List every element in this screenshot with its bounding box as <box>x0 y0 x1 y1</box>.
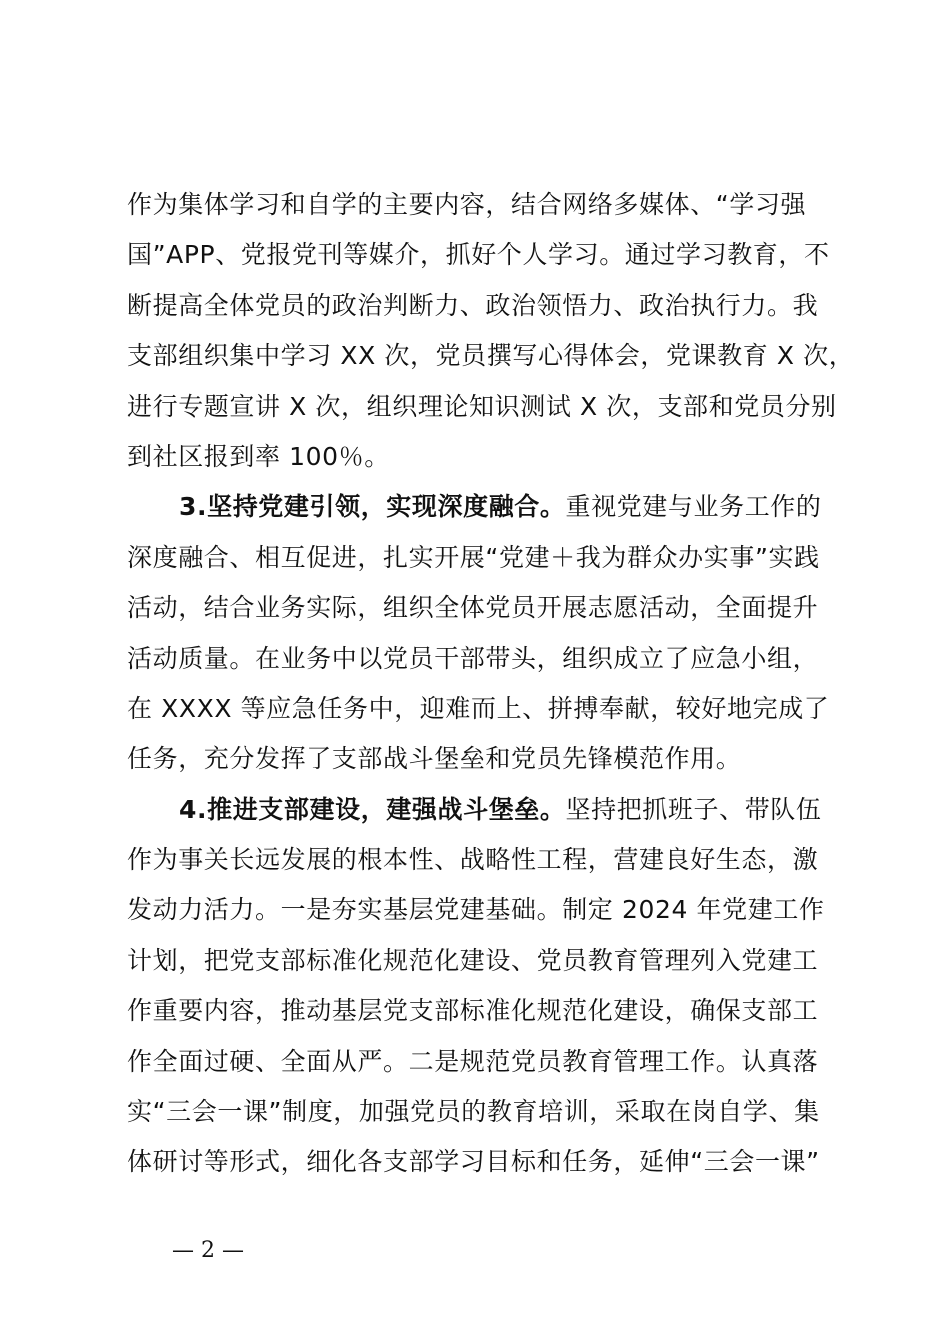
text-line: 体研讨等形式，细化各支部学习目标和任务，延伸“三会一课” <box>127 1147 820 1177</box>
text-line: 作全面过硬、全面从严。二是规范党员教育管理工作。认真落 <box>127 1046 819 1076</box>
section-4-first-text: 坚持把抓班子、带队伍 <box>565 794 822 824</box>
section-3-first-text: 重视党建与业务工作的 <box>565 492 822 522</box>
section-3-heading: 3.坚持党建引领，实现深度融合。 <box>179 492 566 522</box>
text-line: 计划，把党支部标准化规范化建设、党员教育管理列入党建工 <box>127 945 819 975</box>
text-line: 到社区报到率 100％。 <box>127 441 390 471</box>
paragraph-study <box>127 180 857 482</box>
page-number: — 2 — <box>172 1238 244 1263</box>
text-line: 国”APP、党报党刊等媒介，抓好个人学习。通过学习教育，不 <box>127 240 830 270</box>
text-line: 断提高全体党员的政治判断力、政治领悟力、政治执行力。我 <box>127 290 819 320</box>
text-line: 任务，充分发挥了支部战斗堡垒和党员先锋模范作用。 <box>127 744 742 774</box>
text-line: 进行专题宣讲 X 次，组织理论知识测试 X 次，支部和党员分别 <box>127 391 837 421</box>
text-line: 作为集体学习和自学的主要内容，结合网络多媒体、“学习强 <box>127 190 807 219</box>
section-4-first-line <box>127 785 857 835</box>
text-line: 活动质量。在业务中以党员干部带头，组织成立了应急小组， <box>127 643 819 673</box>
text-line: 发动力活力。一是夯实基层党建基础。制定 2024 年党建工作 <box>127 895 825 925</box>
text-line: 深度融合、相互促进，扎实开展“党建＋我为群众办实事”实践 <box>127 542 820 572</box>
text-line: 支部组织集中学习 XX 次，党员撰写心得体会，党课教育 X 次， <box>127 341 855 371</box>
text-line: 在 XXXX 等应急任务中，迎难而上、拼搏奉献，较好地完成了 <box>127 693 830 723</box>
section-3-first-line <box>127 482 857 532</box>
paragraph-section-3 <box>127 482 857 784</box>
text-line: 活动，结合业务实际，组织全体党员开展志愿活动，全面提升 <box>127 593 819 623</box>
paragraph-section-4 <box>127 785 857 1188</box>
section-4-heading: 4.推进支部建设，建强战斗堡垒。 <box>179 794 566 824</box>
text-line: 作为事关长远发展的根本性、战略性工程，营建良好生态，激 <box>127 845 819 875</box>
document-body <box>127 180 857 1188</box>
text-line: 实“三会一课”制度，加强党员的教育培训，采取在岗自学、集 <box>127 1097 820 1127</box>
text-line: 作重要内容，推动基层党支部标准化规范化建设，确保支部工 <box>127 996 819 1026</box>
